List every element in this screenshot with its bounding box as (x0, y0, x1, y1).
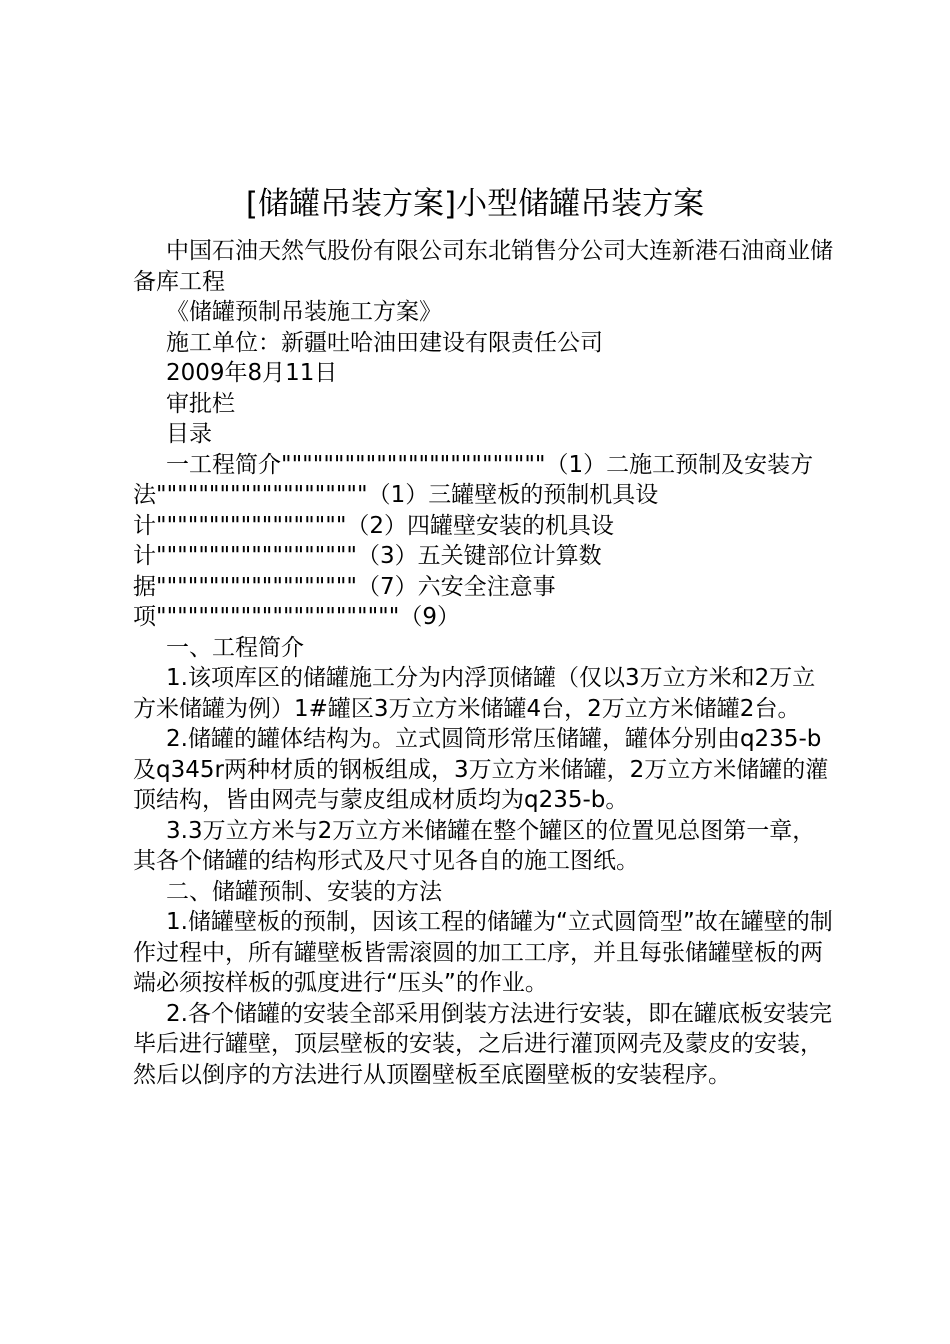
body-paragraph: 1.储罐壁板的预制，因该工程的储罐为“立式圆筒型”故在罐壁的制作过程中，所有罐壁板皆需滚圆的加工工序，并且每张储罐壁板的两端必须按样板的弧度进行“压头”的作业。 (133, 909, 833, 996)
body-paragraph: 2.储罐的罐体结构为。立式圆筒形常压储罐，罐体分别由q235-b及q345r两种材质的钢板组成，3万立方米储罐，2万立方米储罐的灌顶结构，皆由网壳与蒙皮组成材质均为q235-b。 (133, 726, 829, 813)
project-name: 中国石油天然气股份有限公司东北销售分公司大连新港石油商业储备库工程 (133, 238, 833, 295)
body-paragraph: 2.各个储罐的安装全部采用倒装方法进行安装，即在罐底板安装完毕后进行罐壁，顶层壁板的安装，之后进行灌顶网壳及蒙皮的安装，然后以倒序的方法进行从顶圈壁板至底圈壁板的安装程序。 (133, 1000, 832, 1088)
section-heading: 二、储罐预制、安装的方法 (166, 878, 442, 905)
body-paragraph: 1.该项库区的储罐施工分为内浮顶储罐（仅以3万立方米和2万立方米储罐为例）1#罐区3万立方米储罐4台，2万立方米储罐2台。 (133, 665, 816, 722)
body-paragraph: 3.3万立方米与2万立方米储罐在整个罐区的位置见总图第一章，其各个储罐的结构形式及尺寸见各自的施工图纸。 (133, 817, 816, 874)
document-title: [储罐吊装方案]小型储罐吊装方案 (245, 186, 705, 222)
table-of-contents: 一工程简介"""""""""""""""""""""""""（1）二施工预制及安装方法""""""""""""""""""""（1）三罐壁板的预制机具设计""""""""""""""""""（2）四罐壁安装的机具设计"""""""""""""""""""（3）五关键部位计算数据"""""""""""""""""""（7）六安全注意事项"""""""""""""""""""""""（9） (133, 451, 814, 630)
section-heading: 一、工程简介 (166, 634, 304, 661)
date: 2009年8月11日 (166, 360, 338, 386)
approval-section: 审批栏 (166, 390, 235, 417)
document-body (133, 236, 833, 1090)
contractor: 施工单位：新疆吐哈油田建设有限责任公司 (166, 329, 603, 356)
plan-name: 《储罐预制吊装施工方案》 (166, 299, 442, 325)
toc-heading: 目录 (166, 421, 212, 447)
